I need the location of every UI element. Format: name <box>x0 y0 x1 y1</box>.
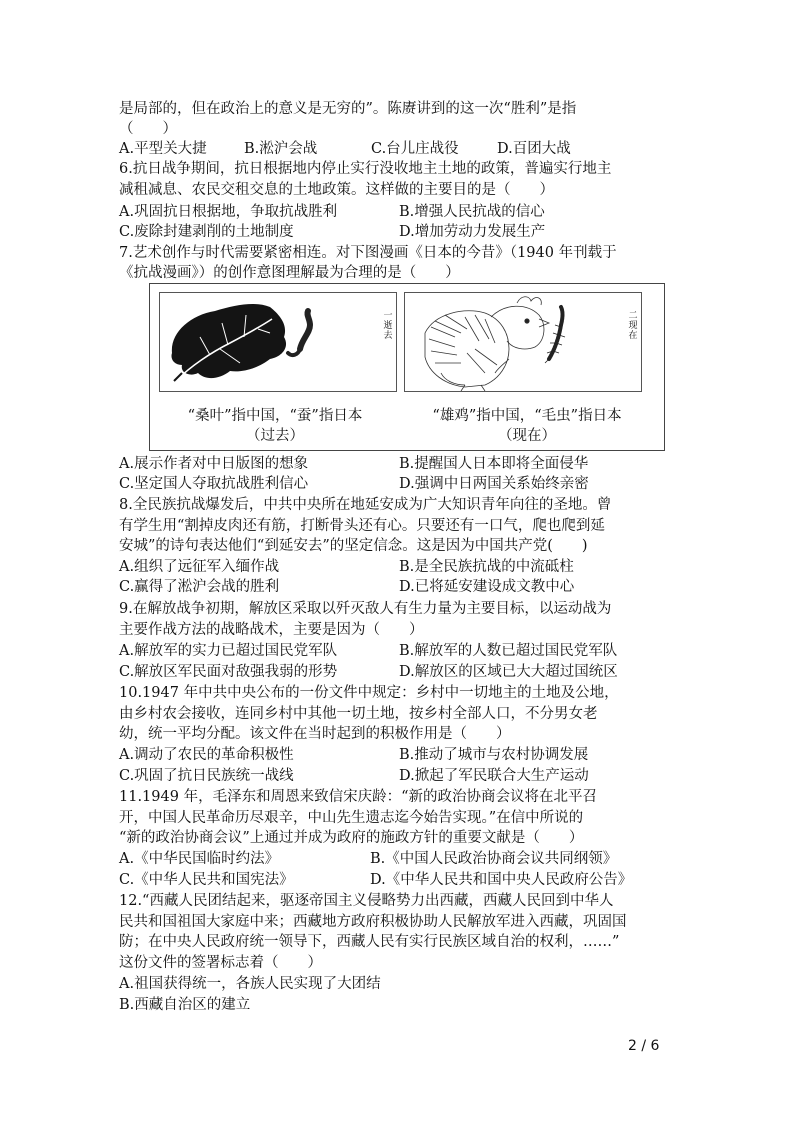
q7-option-d: D.强调中日两国关系始终亲密 <box>399 476 589 492</box>
mulberry-leaf-illustration <box>160 293 396 391</box>
q10-option-c: C.巩固了抗日民族统一战线 <box>119 768 294 784</box>
q11-stem: “新的政治协商会议”上通过并成为政府的施政方针的重要文献是（ ） <box>119 830 584 846</box>
q8-option-b: B.是全民族抗战的中流砥柱 <box>399 559 574 575</box>
q7-option-a: A.展示作者对中日版图的想象 <box>119 456 309 472</box>
q9-option-a: A.解放军的实力已超过国民党军队 <box>119 643 338 659</box>
q5-option-c: C.台儿庄战役 <box>371 141 459 157</box>
q8-stem: 8.全民族抗战爆发后，中共中央所在地延安成为广大知识青年向往的圣地。曾 <box>119 497 612 513</box>
q6-stem: 6.抗日战争期间，抗日根据地内停止实行没收地主土地的政策，普遍实行地主 <box>119 161 612 177</box>
q5-answer-bracket: （ ） <box>119 121 177 137</box>
q5-option-a: A.平型关大捷 <box>119 141 207 157</box>
q8-stem: 安城”的诗句表达他们“到延安去”的坚定信念。这是因为中国共产党( ) <box>119 538 588 554</box>
q12-stem: 这份文件的签署标志着（ ） <box>119 955 322 971</box>
q10-stem: 由乡村农会接收，连同乡村中其他一切土地，按乡村全部人口，不分男女老 <box>119 706 598 722</box>
q10-stem: 10.1947 年中共中央公布的一份文件中规定：乡村中一切地主的土地及公地， <box>119 685 619 701</box>
q6-option-b: B.增强人民抗战的信心 <box>399 204 545 220</box>
q10-option-b: B.推动了城市与农村协调发展 <box>399 747 589 763</box>
q10-option-a: A.调动了农民的革命积极性 <box>119 747 294 763</box>
q5-stem-end: 是局部的，但在政治上的意义是无穷的”。陈赓讲到的这一次“胜利”是指 <box>119 101 577 117</box>
q5-option-d: D.百团大战 <box>497 141 571 157</box>
q8-option-c: C.赢得了淞沪会战的胜利 <box>119 579 280 595</box>
q6-option-c: C.废除封建剥削的土地制度 <box>119 224 294 240</box>
q7-option-b: B.提醒国人日本即将全面侵华 <box>399 456 589 472</box>
q10-option-d: D.掀起了军民联合大生产运动 <box>399 768 589 784</box>
q11-option-b: B.《中国人民政治协商会议共同纲领》 <box>370 851 618 867</box>
q11-option-d: D.《中华人民共和国中央人民政府公告》 <box>370 872 633 888</box>
present-vertical-label: 二 现 在 <box>628 311 638 341</box>
q9-stem: 主要作战方法的战略战术，主要是因为（ ） <box>119 622 424 638</box>
cartoon-past-panel <box>159 292 397 392</box>
q6-stem: 减租减息、农民交租交息的土地政策。这样做的主要目的是（ ） <box>119 182 554 198</box>
cartoon-present-caption: “雄鸡”指中国，“毛虫”指日本 （现在） <box>432 408 622 444</box>
q10-stem: 幼，统一平均分配。该文件在当时起到的积极作用是（ ） <box>119 726 511 742</box>
cartoon-figure <box>149 283 665 451</box>
q8-option-d: D.已将延安建设成文教中心 <box>399 579 575 595</box>
silkworm-illustration <box>288 311 310 355</box>
past-vertical-label: 一 逝 去 <box>383 311 393 341</box>
q9-option-d: D.解放区的区域已大大超过国统区 <box>399 664 618 680</box>
q7-stem: 《抗战漫画》）的创作意图理解最为合理的是（ ） <box>119 265 460 281</box>
q5-option-b: B.淞沪会战 <box>244 141 318 157</box>
q6-option-a: A.巩固抗日根据地，争取抗战胜利 <box>119 204 338 220</box>
q8-stem: 有学生用“割掉皮肉还有筋，打断骨头还有心。只要还有一口气，爬也爬到延 <box>119 518 605 534</box>
q11-option-c: C.《中华人民共和国宪法》 <box>119 872 294 888</box>
caterpillar-illustration <box>545 307 565 363</box>
q11-stem: 11.1949 年，毛泽东和周恩来致信宋庆龄：“新的政治协商会议将在北平召 <box>119 789 597 805</box>
q9-option-c: C.解放区军民面对敌强我弱的形势 <box>119 664 338 680</box>
q8-option-a: A.组织了远征军入缅作战 <box>119 559 280 575</box>
q12-option-b: B.西藏自治区的建立 <box>119 997 251 1013</box>
q12-stem: 民共和国祖国大家庭中来；西藏地方政府积极协助人民解放军进入西藏，巩固国 <box>119 914 627 930</box>
q6-option-d: D.增加劳动力发展生产 <box>399 224 546 240</box>
q9-option-b: B.解放军的人数已超过国民党军队 <box>399 643 618 659</box>
q11-option-a: A.《中华民国临时约法》 <box>119 851 280 867</box>
q7-stem: 7.艺术创作与时代需要紧密相连。对下图漫画《日本的今昔》（1940 年刊载于 <box>119 245 617 261</box>
rooster-illustration <box>405 293 641 391</box>
cartoon-past-caption: “桑叶”指中国，“蚕”指日本 （过去） <box>187 408 363 444</box>
q12-stem: 防；在中央人民政府统一领导下，西藏人民有实行民族区域自治的权利，……” <box>119 934 620 950</box>
cartoon-present-panel <box>404 292 642 392</box>
q12-stem: 12.“西藏人民团结起来，驱逐帝国主义侵略势力出西藏，西藏人民回到中华人 <box>119 893 614 909</box>
q11-stem: 开，中国人民革命历尽艰辛，中山先生遗志迄今始告实现。”在信中所说的 <box>119 810 584 826</box>
q12-option-a: A.祖国获得统一，各族人民实现了大团结 <box>119 976 381 992</box>
page-number: 2 / 6 <box>628 1038 660 1054</box>
q9-stem: 9.在解放战争初期，解放区采取以歼灭敌人有生力量为主要目标，以运动战为 <box>119 601 612 617</box>
q7-option-c: C.坚定国人夺取抗战胜利信心 <box>119 476 309 492</box>
